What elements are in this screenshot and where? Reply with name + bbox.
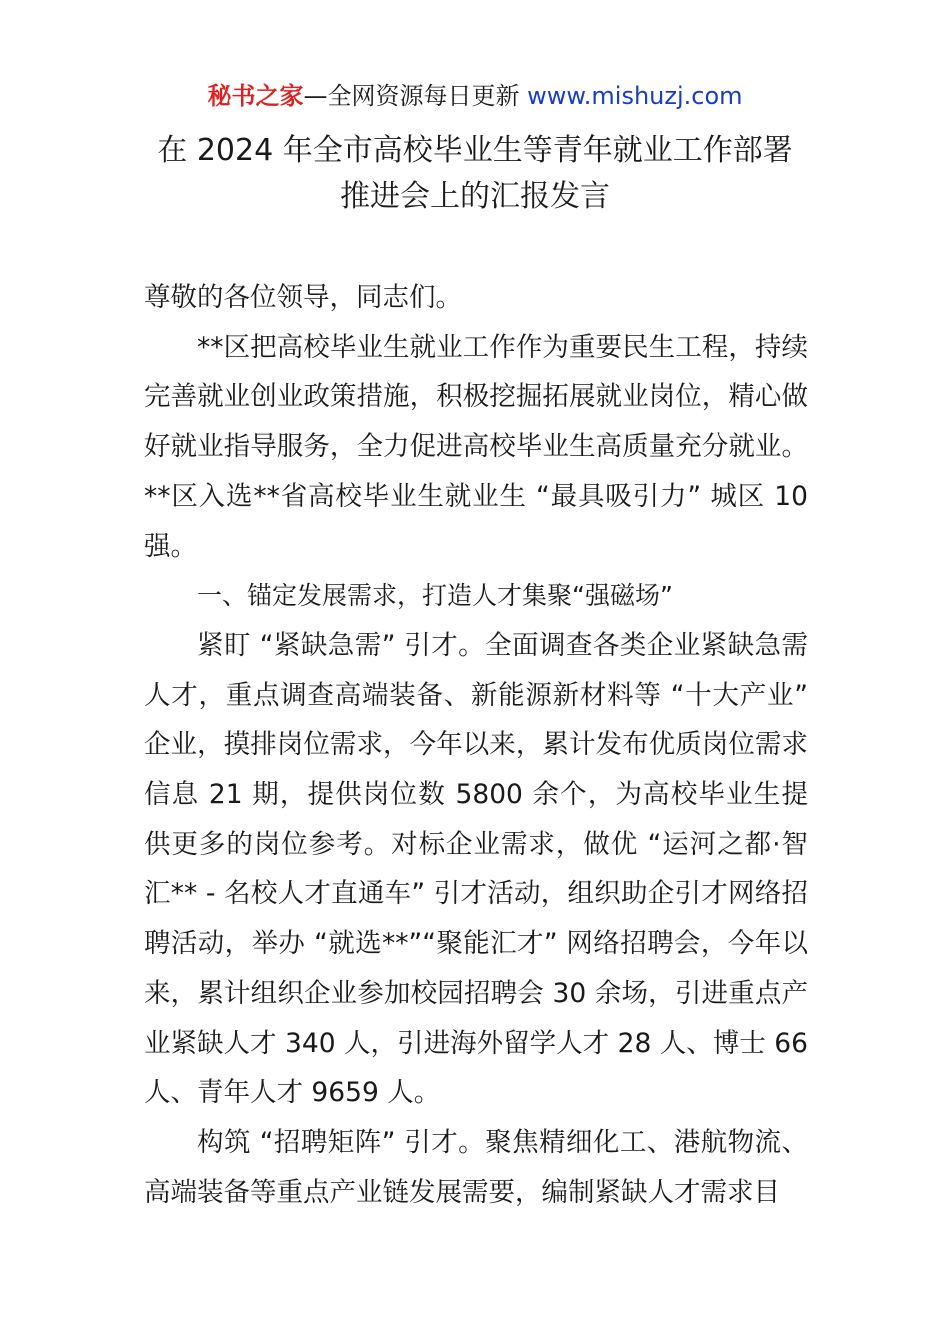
site-name: 秘书之家 <box>207 82 304 110</box>
document-title <box>100 128 850 220</box>
paragraph-2: 构筑 “招聘矩阵” 引才。聚焦精细化工、港航物流、高端装备等重点产业链发展需要，编制紧缺人才需求目 <box>144 1126 808 1208</box>
paragraph-1: 紧盯 “紧缺急需” 引才。全面调查各类企业紧缺急需人才，重点调查高端装备、新能源新材料等 “十大产业” 企业，摸排岗位需求，今年以来，累计发布优质岗位需求信息 21 期，提供岗位数 5800 余个，为高校毕业生提供更多的岗位参考。对标企业需求，做优 “运河之都·智汇** - 名校人才直通车” 引才活动，组织助企引才网络招聘活动，举办 “就选**”“聚能汇才” 网络招聘会，今年以来，累计组织企业参加校园招聘会 30 余场，引进重点产业紧缺人才 340 人，引进海外留学人才 28 人、博士 66 人、青年人才 9659 人。 <box>144 629 808 1109</box>
section-heading-1: 一、锚定发展需求，打造人才集聚“强磁场” <box>197 581 673 611</box>
salutation: 尊敬的各位领导，同志们。 <box>144 282 462 313</box>
intro-paragraph: **区把高校毕业生就业工作作为重要民生工程，持续完善就业创业政策措施，积极挖掘拓展就业岗位，精心做好就业指导服务，全力促进高校毕业生高质量充分就业。**区入选**省高校毕业生就业生 “最具吸引力” 城区 10 强。 <box>144 331 808 562</box>
site-tagline: —全网资源每日更新 <box>303 82 528 110</box>
title-line-2: 推进会上的汇报发言 <box>340 179 610 214</box>
site-url-link[interactable]: www.mishuzj.com <box>527 82 743 110</box>
site-header <box>0 80 950 112</box>
document-body <box>144 273 808 1217</box>
title-line-1: 在 2024 年全市高校毕业生等青年就业工作部署 <box>157 133 793 168</box>
